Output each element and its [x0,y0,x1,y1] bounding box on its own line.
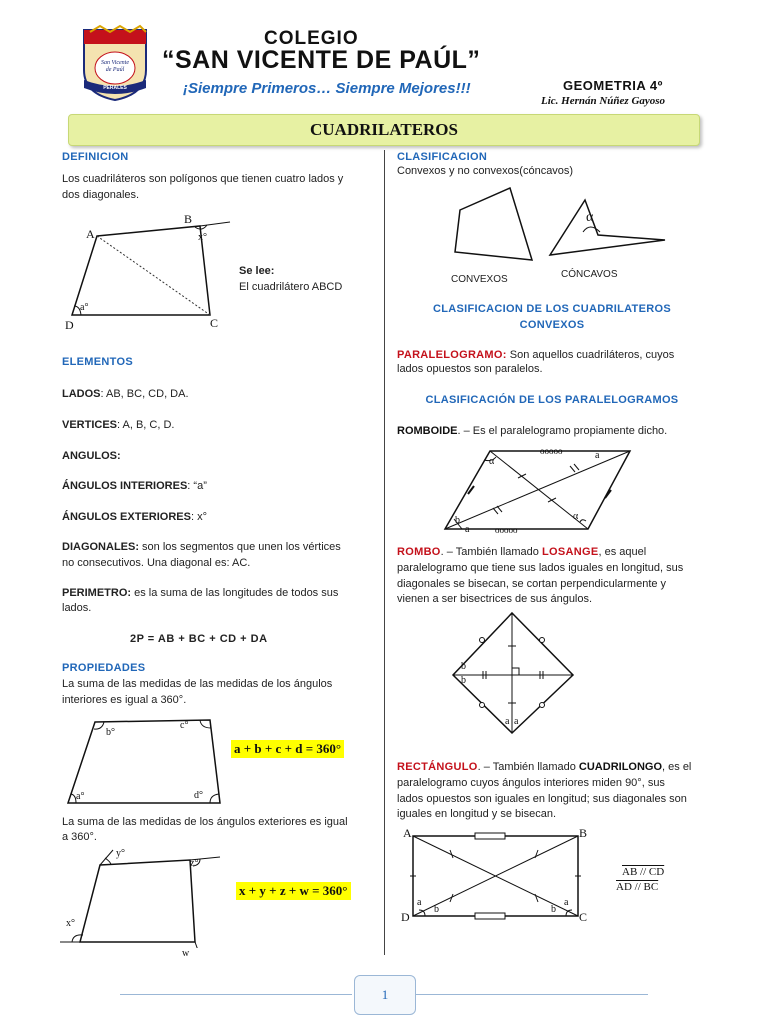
ang-int-value: : “a” [187,480,207,492]
figure-convex-concave [440,180,690,270]
parallel-statement-2: AD // BC [616,881,659,893]
prop-text-line1: La suma de las medidas de las medidas de los ángulos [62,678,333,690]
elementos-heading: ELEMENTOS [62,356,133,368]
school-name: “SAN VICENTE DE PAÚL” [162,46,481,74]
fig3-angle-z: z° [190,858,199,869]
perim-label: PERIMETRO: [62,587,132,599]
rombo-text1b: , es aquel [598,546,647,558]
perimeter-formula: 2P = AB + BC + CD + DA [130,633,268,645]
romboide-text: . – Es el paralelogramo propiamente dicho. [457,425,668,437]
rombo-text-line2: paralelogramo que tiene sus lados iguales en longitud, sus [397,562,684,574]
fig1-label-a: A [86,227,95,241]
svg-text:ooooo: ooooo [540,446,563,456]
rect-angle-b-right: b [551,904,556,915]
rombo-label: ROMBO [397,546,441,558]
rectangulo-row [397,760,717,775]
angulos-interiores-row [62,479,207,494]
concave-alpha-label: α [586,210,594,225]
rect-label-a: A [403,826,412,840]
definicion-heading: DEFINICION [62,151,129,163]
rect-label-b: B [579,826,588,840]
equation-interior-sum: a + b + c + d = 360° [231,740,344,758]
rombo-label-a2: a [514,716,519,727]
perim-text1: es la suma de las longitudes de todos sus [131,587,339,599]
rect-label-c: C [579,910,588,924]
fig2-angle-d: d° [194,790,203,801]
rect-cuadrilongo: CUADRILONGO [578,761,663,773]
clasif-convexos-heading-line1: CLASIFICACION DE LOS CUADRILATEROS [433,303,671,315]
figure-rectangulo [405,826,588,924]
romboide-label-alpha2: α [573,511,579,522]
clasificacion-text: Convexos y no convexos(cóncavos) [397,165,574,177]
rect-text-line3: lados opuestos son iguales en longitud; sus diagonales son [397,793,687,805]
column-divider [384,150,385,955]
fig1-angle-a: a° [80,302,89,313]
rect-angle-b-left: b [434,904,439,915]
footer-rule-left [120,994,352,995]
paralelogramo-row [397,348,717,363]
rombo-label-b2: b [461,675,466,686]
parallel-statement-1: AB // CD [622,866,665,878]
fig1-label-c: C [210,316,219,330]
rombo-text-line4: vienen a ser bisectrices de sus ángulos. [397,593,593,605]
teacher-name: Lic. Hernán Núñez Gayoso [541,95,666,107]
propiedades-heading: PROPIEDADES [62,662,146,674]
definicion-text-line1: Los cuadriláteros son polígonos que tienen cuatro lados y [62,173,344,185]
rect-text-line2: paralelogramo cuyos ángulos interiores miden 90°, sus [397,777,665,789]
diag-text-line2: no consecutivos. Una diagonal es: AC. [62,557,251,569]
fig3-angle-w: w [182,948,190,959]
rombo-losange: LOSANGE [541,546,599,558]
romboide-label-a2: a [465,524,470,535]
ang-ext-label: ÁNGULOS EXTERIORES [62,511,191,523]
se-lee-text: El cuadrilátero ABCD [239,281,343,293]
header-colegio: COLEGIO [264,28,359,49]
clasif-paralelogramos-heading: CLASIFICACIÓN DE LOS PARALELOGRAMOS [425,394,679,406]
rect-label-d: D [401,910,410,924]
fig2-angle-b: b° [106,727,115,738]
equation-exterior-sum: x + y + z + w = 360° [236,882,351,900]
diag-text1: son los segmentos que unen los vértices [139,541,341,553]
lados-row [62,387,189,402]
fig3-angle-x: x° [66,918,75,929]
clasif-convexos-heading-line2: CONVEXOS [519,319,585,331]
school-motto: ¡Siempre Primeros… Siempre Mejores!!! [183,80,471,97]
perimetro-row [62,586,382,601]
paralelogramo-text-line2: lados opuestos son paralelos. [397,363,543,375]
fig1-label-d: D [65,318,74,332]
vertices-row [62,418,174,433]
crest-bottom-text: PERALES [103,85,127,91]
prop-text-line2: interiores es igual a 360°. [62,694,187,706]
romboide-label: ROMBOIDE [397,425,458,437]
convexos-label: CONVEXOS [451,274,508,285]
romboide-row [397,424,667,439]
rectangulo-label: RECTÁNGULO [397,761,478,773]
page-number-box [354,975,416,1015]
clasificacion-heading: CLASIFICACION [397,151,488,163]
rect-angle-a-left: a [417,897,422,908]
rect-text1a: . – También llamado [477,761,579,773]
rombo-row [397,545,717,560]
fig1-label-b: B [184,212,193,226]
prop2-text-line1: La suma de las medidas de los ángulos exteriores es igual [62,816,348,828]
rect-angle-a-right: a [564,897,569,908]
ang-ext-value: : x° [190,511,207,523]
fig3-angle-y: y° [116,848,125,859]
definicion-text-line2: dos diagonales. [62,189,140,201]
se-lee-label: Se lee: [239,265,275,277]
rombo-text1a: . – También llamado [440,546,542,558]
angulos-exteriores-row [62,510,207,525]
ang-int-label: ÁNGULOS INTERIORES [62,480,188,492]
rombo-label-b1: b [461,661,466,672]
concavos-label: CÓNCAVOS [561,269,618,280]
page-title: CUADRILATEROS [310,120,458,139]
svg-text:ooooo: ooooo [495,525,518,535]
perim-text-line2: lados. [62,602,92,614]
romboide-label-alpha1: α [489,456,495,467]
figure-interior-angles [60,715,230,810]
footer-rule-right [416,994,648,995]
subject-label: GEOMETRIA 4º [563,78,663,93]
school-crest [80,22,150,102]
lados-value: : AB, BC, CD, DA. [100,388,189,400]
page-number: 1 [381,987,389,1002]
title-bar [68,114,700,146]
rect-text-line4: iguales en longitud y se bisecan. [397,808,556,820]
fig2-angle-a: a° [76,791,85,802]
crest-text: San Vicente de Paúl [100,60,130,73]
lados-label: LADOS [62,388,101,400]
romboide-label-b: b [455,515,460,526]
vertices-label: VERTICES [62,419,118,431]
diagonales-row [62,540,382,555]
figure-rombo [440,608,600,738]
romboide-label-a1: a [595,450,600,461]
diag-label: DIAGONALES: [62,541,139,553]
fig1-angle-x: x° [198,232,207,243]
angulos-label: ANGULOS: [62,450,121,462]
rect-text1b: , es el [662,761,692,773]
paralelogramo-label: PARALELOGRAMO: [397,349,507,361]
rombo-text-line3: diagonales se bisecan, se cortan perpendicularmente y [397,578,667,590]
prop2-text-line2: a 360°. [62,831,97,843]
figure-exterior-angles [55,848,225,948]
fig2-angle-c: c° [180,720,189,731]
rombo-label-a1: a [505,716,510,727]
vertices-value: : A, B, C, D. [117,419,175,431]
figure-romboide [440,446,640,536]
paralelogramo-text1: Son aquellos cuadriláteros, cuyos [506,349,675,361]
